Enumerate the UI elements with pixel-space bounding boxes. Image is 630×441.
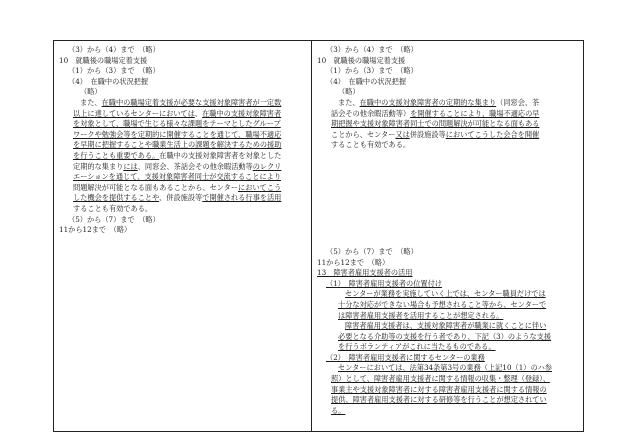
text-line (59, 140, 305, 151)
underlined-text-segment: 十分な対応ができない場合も予想されること等から、センターで (338, 299, 547, 309)
text-line (317, 109, 579, 120)
left-column-old-text (59, 45, 305, 236)
underlined-text-segment: した機会を提供することや (73, 193, 160, 203)
text-line (317, 140, 579, 151)
underlined-text-segment: 提供、障害者雇用支援者に対する研修等を行うことが想定されてい (331, 395, 547, 405)
underlined-text-segment: を開催することにより、職場不適応の早 (410, 108, 540, 118)
text-segment: （1）から（3）まで （略） (326, 66, 418, 76)
text-line (59, 151, 305, 162)
text-line (317, 119, 579, 130)
text-line (317, 130, 579, 141)
underlined-text-segment: 又は (395, 129, 410, 139)
text-segment: （4） 在職中の状況把握 (68, 76, 149, 86)
underlined-text-segment: エーションを通じて、支援対象障害者同士が交流することにより (73, 172, 282, 182)
text-segment: 併設施設等 (409, 129, 446, 139)
underlined-text-segment: 障害者雇用支援者は、支援対象障害者が職業に就くことに伴い (345, 321, 547, 331)
underlined-text-segment: 13 障害者雇用支援者の活用 (317, 268, 413, 278)
text-line (317, 66, 579, 77)
text-segment: 10 就職後の職場定着支援 (59, 55, 148, 65)
underlined-text-segment: （1） 障害者雇用支援者の位置付け (326, 278, 442, 288)
text-line (317, 321, 579, 332)
text-segment: 11から12まで （略） (59, 225, 132, 235)
text-segment: （1）から（3）まで （略） (68, 66, 160, 76)
text-line (317, 289, 579, 300)
underlined-text-segment: で開催される行事を活用 (202, 193, 282, 203)
text-segment: （3）から（4）まで （略） (68, 45, 160, 54)
text-line (317, 258, 579, 269)
underlined-text-segment: においてこうした会合を開催 (445, 129, 540, 139)
underlined-text-segment: を行うことも重要である。 (73, 150, 160, 160)
text-line (317, 311, 579, 322)
text-segment: ことから、センター (331, 129, 396, 139)
underlined-text-segment: 期把握や支援対象障害者同士での問題解決が可能となる面もある (331, 119, 540, 129)
text-line (59, 98, 305, 109)
text-segment: また、 (338, 97, 360, 107)
text-line (317, 300, 579, 311)
underlined-text-segment: ワークや勉強会等を定期的に開催することを通じて、職場不適応 (73, 129, 282, 139)
text-segment: （5）から（7）まで （略） (326, 246, 418, 256)
text-line (59, 66, 305, 77)
text-segment: 問題解決が可能となる面もあることから、センター (73, 182, 239, 192)
text-line (59, 45, 305, 56)
underlined-text-segment: 在職中の職場定着支援が必要な支援対象障害者が一定数 (101, 97, 282, 107)
text-line (317, 247, 579, 258)
underlined-text-segment: 照）として、障害者雇用支援者に関する情報の収集・整理（登録）、 (331, 374, 551, 384)
text-segment: 11から12まで （略） (317, 257, 390, 267)
comparison-table (53, 40, 584, 432)
text-segment: 話会その他余暇活動等） (331, 108, 411, 118)
text-line (59, 215, 305, 226)
underlined-text-segment: には (123, 161, 138, 171)
text-line (59, 225, 305, 236)
text-line (59, 109, 305, 120)
underlined-text-segment: のレクリ (252, 161, 282, 171)
text-line (317, 45, 579, 56)
text-line (317, 332, 579, 343)
underlined-text-segment: る。 (331, 405, 346, 415)
underlined-text-segment: センターが業務を実施していく上では、センター職員だけでは (345, 289, 546, 299)
underlined-text-segment: を行うボランティアがこれに当たるものである。 (338, 342, 496, 352)
text-segment: 、同窓会、茶話会その他余暇活動等 (137, 161, 253, 171)
text-line (317, 374, 579, 385)
underlined-text-segment: を対象として、職場で生じる様々な課題をテーマとしたグループ (73, 119, 281, 129)
underlined-text-segment: は障害者雇用支援者を活用することが想定される。 (338, 310, 504, 320)
text-line (317, 342, 579, 353)
text-line (317, 385, 579, 396)
text-segment: （略） (80, 87, 102, 97)
text-segment: （5）から（7）まで （略） (68, 214, 160, 224)
right-column-top-block (317, 45, 579, 151)
text-line (59, 204, 305, 215)
text-line (59, 56, 305, 67)
text-segment: また、 (80, 97, 102, 107)
underlined-text-segment: 必要となる介助等の支援を行う者であり、下記（3）のような支援 (338, 331, 552, 341)
text-line (317, 279, 579, 290)
text-line (59, 130, 305, 141)
text-line (317, 87, 579, 98)
text-line (59, 87, 305, 98)
underlined-text-segment: 在職中の支援対象障害者 (202, 108, 282, 118)
text-segment: 定期的な集まり (73, 161, 124, 171)
text-line (317, 268, 579, 279)
text-segment: することも有効である。 (73, 203, 153, 213)
text-segment: （4） 在職中の状況把握 (326, 76, 407, 86)
underlined-text-segment: を早期に把握することや職業生活上の課題を解決するための援助 (73, 140, 282, 150)
underlined-text-segment: センターにおいては、法第34条第3号の業務（上記10（1）のハ参 (338, 363, 553, 373)
column-divider (311, 41, 312, 431)
right-column-new-text (317, 45, 579, 416)
text-line (59, 193, 305, 204)
text-segment: 、併設施設等 (159, 193, 203, 203)
right-column-bottom-block (317, 247, 579, 417)
text-line (317, 98, 579, 109)
right-column-gap (317, 151, 579, 247)
text-line (317, 363, 579, 374)
text-segment: 、 (194, 108, 203, 118)
text-line (317, 406, 579, 417)
underlined-text-segment: においてこう (238, 182, 282, 192)
text-segment: （略） (338, 87, 360, 97)
text-line (59, 119, 305, 130)
underlined-text-segment: 在職中の支援対象障害者の定期的な集まり (359, 97, 497, 107)
text-line (59, 183, 305, 194)
text-line (317, 56, 579, 67)
text-segment: （同窓会、茶 (496, 97, 540, 107)
text-line (317, 353, 579, 364)
text-line (59, 162, 305, 173)
underlined-text-segment: （2） 障害者雇用支援者に関するセンターの業務 (326, 352, 485, 362)
text-line (317, 395, 579, 406)
text-line (59, 172, 305, 183)
text-segment: （3）から（4）まで （略） (326, 45, 418, 54)
underlined-text-segment: 以上に達しているセンターにおいては (73, 108, 195, 118)
text-line (59, 77, 305, 88)
text-segment: することも有効である。 (331, 140, 411, 150)
text-line (317, 77, 579, 88)
underlined-text-segment: 事業主や支援対象障害者に対する障害者雇用支援者に関する情報の (331, 384, 547, 394)
text-segment: 在職中の支援対象障害者を対象とした (159, 150, 282, 160)
text-segment: 10 就職後の職場定着支援 (317, 55, 406, 65)
